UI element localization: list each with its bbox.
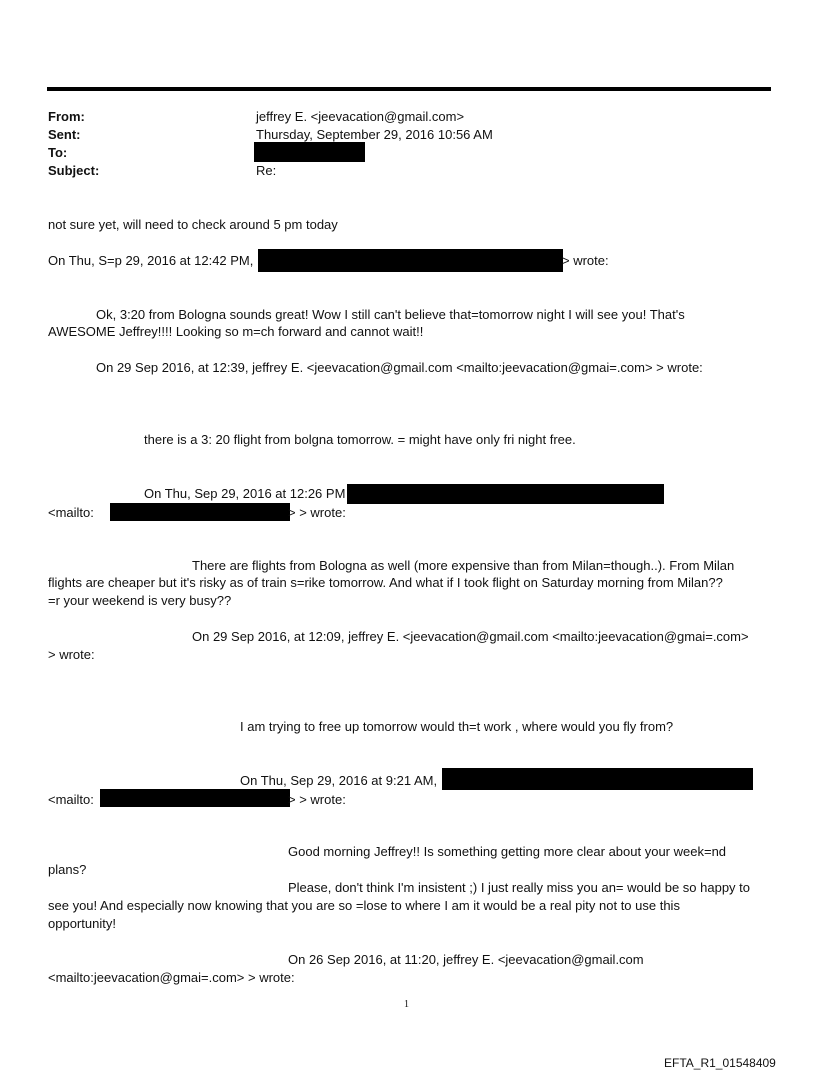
quote-header-end: > > wrote: — [288, 505, 346, 520]
quote-header-end: <mailto:jeevacation@gmai=.com> > wrote: — [48, 970, 295, 985]
quote-header-end: > wrote: — [48, 647, 95, 662]
body-line: opportunity! — [48, 916, 116, 931]
from-value: jeffrey E. <jeevacation@gmail.com> — [256, 109, 465, 124]
redaction-email — [100, 789, 290, 807]
subject-label: Subject: — [48, 163, 100, 178]
redaction-to — [254, 142, 365, 162]
body-line: I am trying to free up tomorrow would th=t work , where would you fly from? — [240, 719, 674, 734]
quote-header: On 26 Sep 2016, at 11:20, jeffrey E. <jeevacation@gmail.com — [288, 952, 644, 967]
body-line: flights are cheaper but it's risky as of train s=rike tomorrow. And what if I took flight on Saturday morning from Milan?? — [48, 575, 723, 590]
page-number: 1 — [404, 999, 409, 1010]
quote-header: On Thu, S=p 29, 2016 at 12:42 PM, — [48, 253, 254, 268]
redaction-sender — [442, 768, 753, 790]
redaction-email — [110, 503, 290, 521]
quote-header: On 29 Sep 2016, at 12:09, jeffrey E. <jeevacation@gmail.com <mailto:jeevacation@gmai=.com> — [192, 629, 749, 644]
body-line: plans? — [48, 862, 87, 877]
mailto-label: <mailto: — [48, 505, 94, 520]
quote-header: On Thu, Sep 29, 2016 at 9:21 AM, — [240, 773, 438, 788]
body-line: see you! And especially now knowing that you are so =lose to where I am it would be a real pity not to use this — [48, 898, 680, 913]
body-line: Good morning Jeffrey!! Is something getting more clear about your week=nd — [288, 844, 727, 859]
body-line: there is a 3: 20 flight from bolgna tomorrow. = might have only fri night free. — [144, 432, 576, 447]
header-rule — [47, 87, 771, 91]
subject-value: Re: — [256, 163, 277, 178]
quote-header-end: > > wrote: — [288, 792, 346, 807]
to-label: To: — [48, 145, 68, 160]
body-line: Please, don't think I'm insistent ;) I just really miss you an= would be so happy to — [288, 880, 751, 895]
redaction-sender — [347, 484, 664, 504]
body-line: AWESOME Jeffrey!!!! Looking so m=ch forward and cannot wait!! — [48, 324, 424, 339]
quote-header-end: > wrote: — [562, 253, 609, 268]
redaction-sender — [258, 249, 563, 272]
body-line: not sure yet, will need to check around 5 pm today — [48, 217, 338, 232]
body-line: There are flights from Bologna as well (more expensive than from Milan=though..). From Milan — [192, 558, 735, 573]
quote-header: On 29 Sep 2016, at 12:39, jeffrey E. <jeevacation@gmail.com <mailto:jeevacation@gmai=.com> > wrote: — [96, 360, 703, 375]
quote-header: On Thu, Sep 29, 2016 at 12:26 PM — [144, 486, 346, 501]
sent-value: Thursday, September 29, 2016 10:56 AM — [256, 127, 493, 142]
body-line: =r your weekend is very busy?? — [48, 593, 232, 608]
from-label: From: — [48, 109, 85, 124]
sent-label: Sent: — [48, 127, 81, 142]
mailto-label: <mailto: — [48, 792, 94, 807]
body-line: Ok, 3:20 from Bologna sounds great! Wow I still can't believe that=tomorrow night I will see you! That's — [96, 307, 685, 322]
document-id: EFTA_R1_01548409 — [664, 1056, 776, 1070]
